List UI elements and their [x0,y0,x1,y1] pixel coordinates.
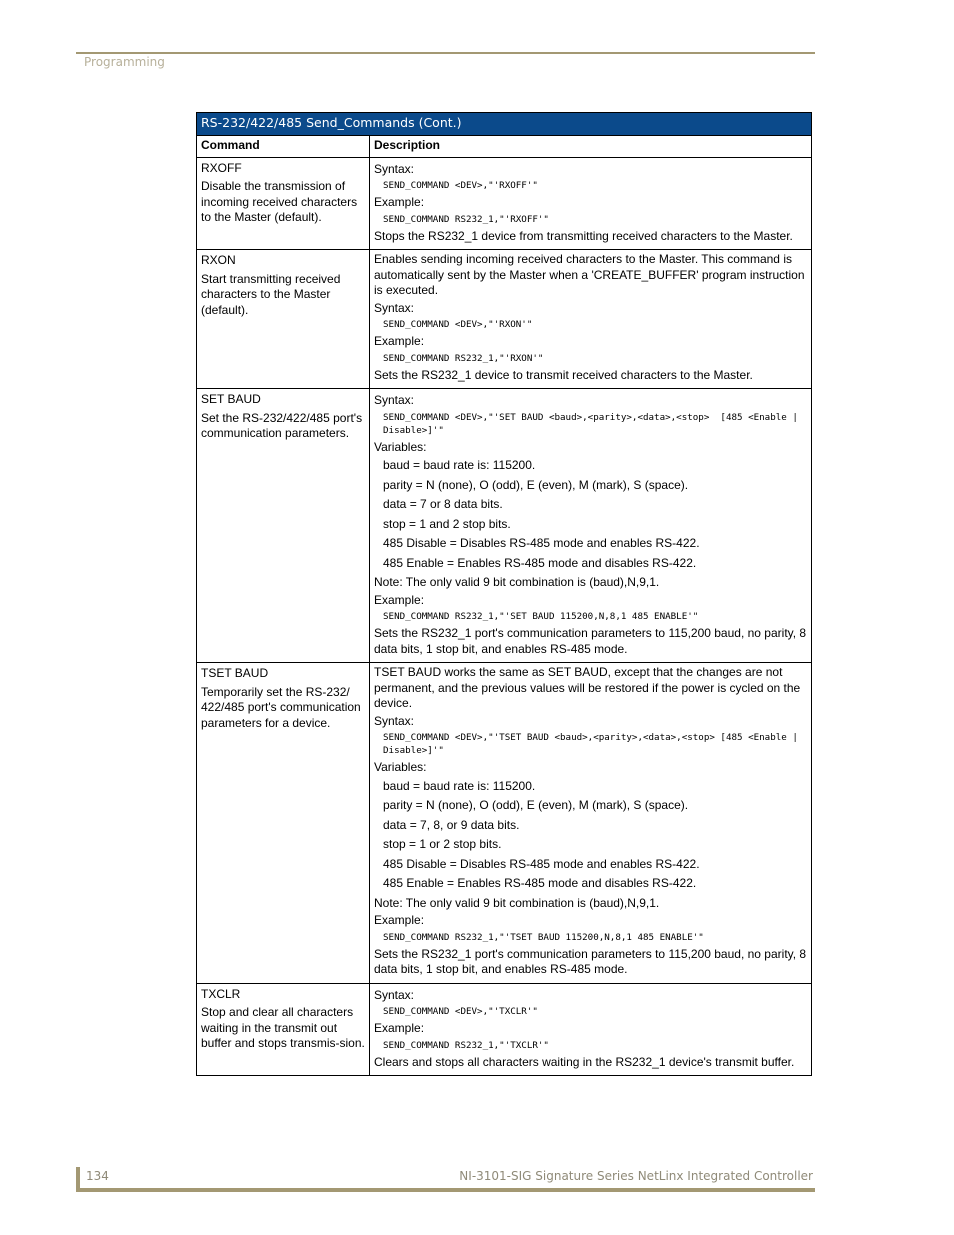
column-header-command: Command [197,136,370,158]
variables-label: Variables: [374,760,427,774]
example-code: SEND_COMMAND RS232_1,"'TSET BAUD 115200,N,8,1 485 ENABLE'" [383,931,704,943]
table-row [197,983,812,1076]
command-name: TSET BAUD [201,666,269,680]
variable-item: data = 7, 8, or 9 data bits. [383,817,520,832]
command-cell [197,663,370,984]
variable-item: baud = baud rate is: 115200. [383,458,536,472]
description-cell [370,250,812,389]
syntax-code: SEND_COMMAND <DEV>,"'TXCLR'" [383,1006,538,1017]
command-cell [197,389,370,663]
variable-item: 485 Disable = Disables RS-485 mode and enables RS-422. [383,536,700,550]
table-row [197,663,812,984]
variable-item: stop = 1 and 2 stop bits. [383,516,511,531]
example-label: Example: [374,913,425,927]
column-header-description: Description [370,136,812,158]
column-header-row [197,136,812,158]
syntax-label: Syntax: [374,300,415,315]
result-text: Stops the RS232_1 device from transmitting received characters to the Master. [374,228,793,243]
document-title: NI-3101-SIG Signature Series NetLinx Integrated Controller [459,1169,813,1183]
note-text: Note: The only valid 9 bit combination is (baud),N,9,1. [374,575,660,589]
description-cell [370,663,812,984]
command-name: RXON [201,253,236,267]
result-text: Sets the RS232_1 port's communication parameters to 115,200 baud, no parity, 8 data bits, 1 stop bit, and enables RS-485 mode. [374,946,807,976]
table-row [197,389,812,663]
header-rule [76,52,815,54]
command-summary: Set the RS-232/422/485 port's communication parameters. [201,410,363,440]
syntax-code: SEND_COMMAND <DEV>,"'TSET BAUD <baud>,<parity>,<data>,<stop> [485 <Enable | Disable>]'" [383,732,804,756]
example-code: SEND_COMMAND RS232_1,"'SET BAUD 115200,N,8,1 485 ENABLE'" [383,611,699,622]
command-summary: Start transmitting received characters to the Master (default). [201,271,341,317]
syntax-label: Syntax: [374,161,415,176]
variable-item: stop = 1 or 2 stop bits. [383,837,502,851]
result-text: Sets the RS232_1 port's communication parameters to 115,200 baud, no parity, 8 data bits, 1 stop bit, and enables RS-485 mode. [374,626,807,656]
send-commands-table [196,112,812,1076]
syntax-code: SEND_COMMAND <DEV>,"'RXOFF'" [383,180,538,191]
syntax-label: Syntax: [374,713,415,728]
description-cell [370,983,812,1076]
command-cell [197,983,370,1076]
table-title-row [197,113,812,136]
syntax-label: Syntax: [374,987,415,1002]
variables-label: Variables: [374,439,427,454]
syntax-code: SEND_COMMAND <DEV>,"'RXON'" [383,319,533,330]
variable-item: data = 7 or 8 data bits. [383,497,503,511]
command-cell [197,250,370,389]
example-label: Example: [374,195,425,209]
table-row [197,157,812,250]
syntax-label: Syntax: [374,393,415,407]
example-label: Example: [374,334,425,348]
description-intro: Enables sending incoming received characters to the Master. This command is automatically sent by the Master when a 'CREATE_BUFFER' program instruction is executed. [374,252,805,297]
result-text: Sets the RS232_1 device to transmit received characters to the Master. [374,367,753,382]
description-intro: TSET BAUD works the same as SET BAUD, except that the changes are not permanent, and the previous values will be restored if the power is cycled on the device. [374,665,801,710]
description-cell [370,389,812,663]
variable-item: 485 Disable = Disables RS-485 mode and enables RS-422. [383,856,700,871]
result-text: Clears and stops all characters waiting in the RS232_1 device's transmit buffer. [374,1054,795,1069]
description-cell [370,157,812,250]
command-summary: Stop and clear all characters waiting in the transmit out buffer and stops transmis-sion. [201,1005,365,1050]
variable-item: parity = N (none), O (odd), E (even), M (mark), S (space). [383,798,689,812]
command-name: TXCLR [201,986,241,1001]
table-title: RS-232/422/485 Send_Commands (Cont.) [197,113,812,136]
syntax-code: SEND_COMMAND <DEV>,"'SET BAUD <baud>,<parity>,<data>,<stop> [485 <Enable | Disable>]'" [383,411,804,436]
header-section-label: Programming [84,55,165,69]
variable-item: 485 Enable = Enables RS-485 mode and disables RS-422. [383,876,697,890]
command-name: SET BAUD [201,392,261,406]
example-label: Example: [374,592,425,607]
variable-item: parity = N (none), O (odd), E (even), M (mark), S (space). [383,477,689,492]
variable-item: baud = baud rate is: 115200. [383,778,536,793]
command-rows [197,157,812,1076]
variable-item: 485 Enable = Enables RS-485 mode and disables RS-422. [383,555,697,570]
example-label: Example: [374,1021,425,1035]
footer-rule [76,1188,815,1192]
note-text: Note: The only valid 9 bit combination is (baud),N,9,1. [374,895,660,910]
example-code: SEND_COMMAND RS232_1,"'TXCLR'" [383,1039,549,1051]
page-number: 134 [86,1169,109,1183]
example-code: SEND_COMMAND RS232_1,"'RXON'" [383,352,544,364]
command-summary: Disable the transmission of incoming received characters to the Master (default). [201,179,358,224]
command-name: RXOFF [201,160,242,175]
table-row [197,250,812,389]
command-summary: Temporarily set the RS-232/ 422/485 port's communication parameters for a device. [201,684,361,730]
command-cell [197,157,370,250]
example-code: SEND_COMMAND RS232_1,"'RXOFF'" [383,213,549,225]
